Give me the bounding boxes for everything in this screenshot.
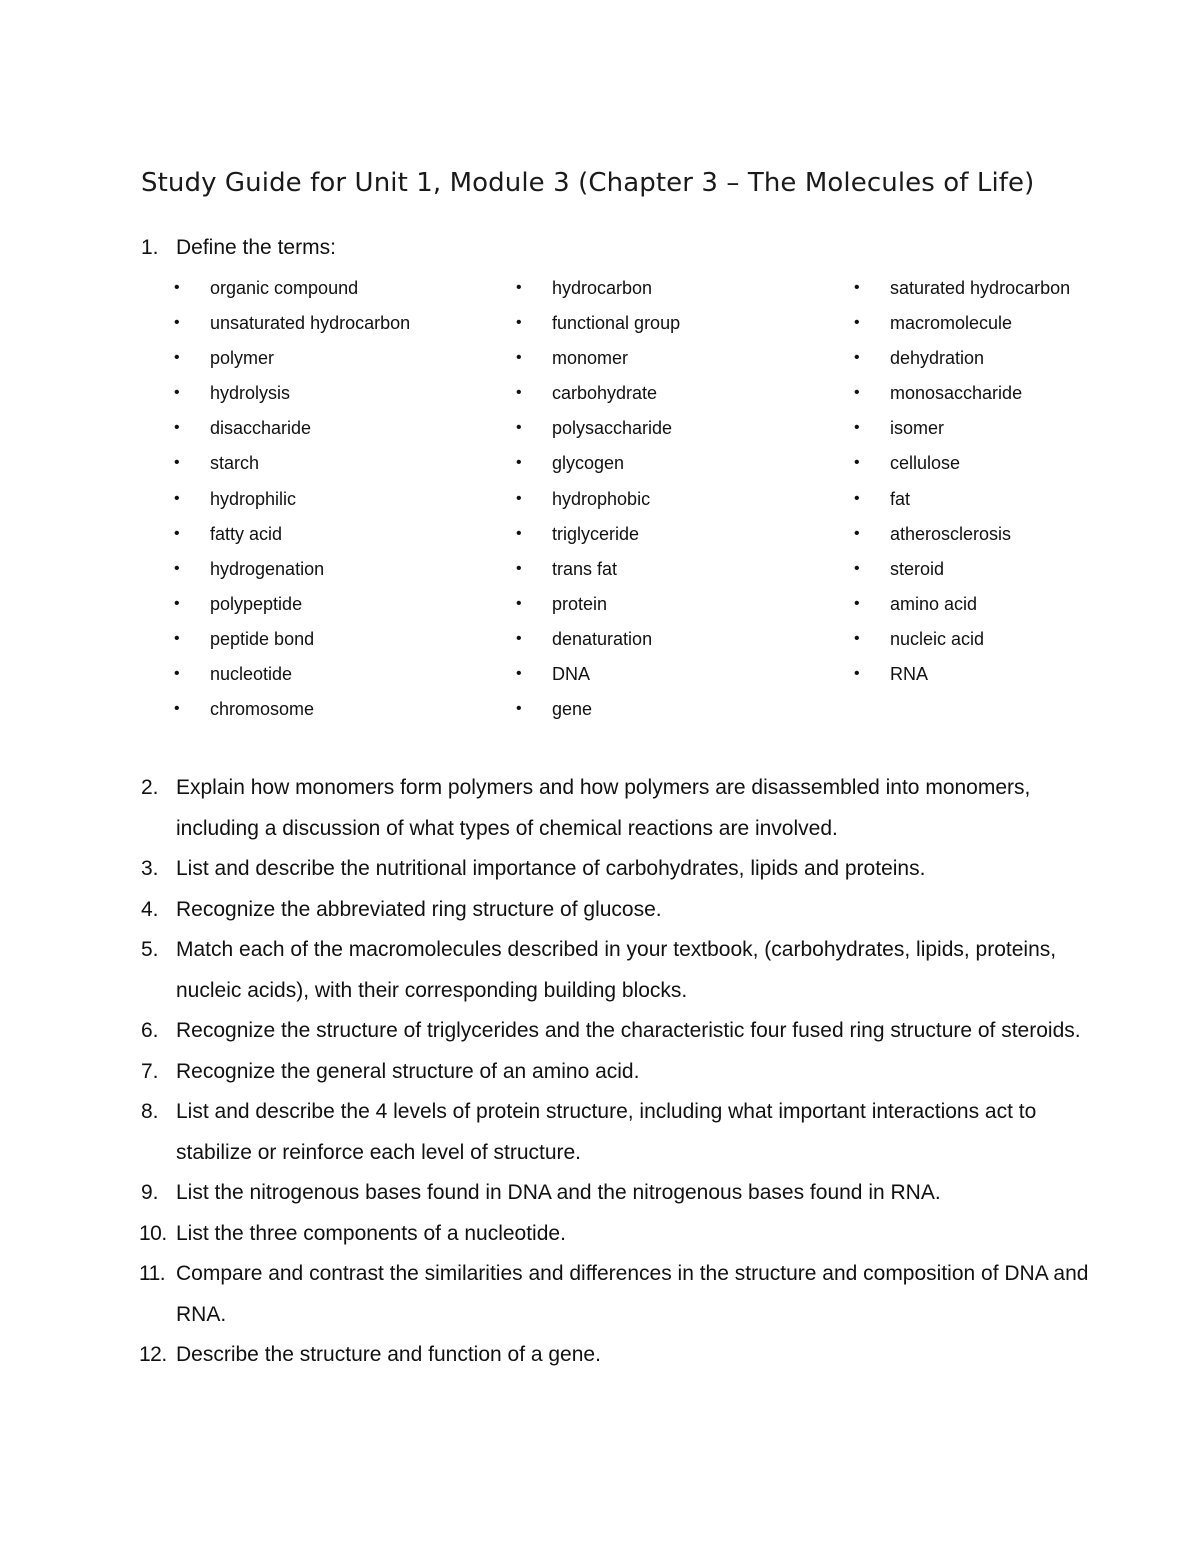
question-text: List and describe the 4 levels of protein structure, including what important interactions act to stabilize or reinforce each level of structure.	[176, 1100, 1037, 1164]
term-item	[514, 344, 680, 379]
term-text: polysaccharide	[552, 418, 673, 439]
term-item	[172, 379, 410, 414]
term-text: nucleic acid	[890, 628, 985, 649]
question-number: 2.	[141, 776, 159, 799]
question-item	[141, 1173, 1091, 1214]
bullet-icon: •	[516, 700, 522, 718]
bullet-icon: •	[854, 665, 860, 683]
term-item	[172, 520, 410, 555]
term-text: gene	[552, 699, 593, 720]
term-text: organic compound	[210, 278, 359, 298]
bullet-icon: •	[516, 524, 522, 542]
question-item	[141, 1092, 1091, 1173]
term-item	[852, 520, 1070, 555]
question-text: List the nitrogenous bases found in DNA and the nitrogenous bases found in RNA.	[176, 1181, 941, 1204]
bullet-icon: •	[516, 384, 522, 402]
term-item	[852, 274, 1070, 309]
term-item	[514, 309, 680, 344]
term-item	[172, 344, 410, 379]
page-title: Study Guide for Unit 1, Module 3 (Chapter 3 – The Molecules of Life)	[141, 168, 1035, 198]
question-text: Define the terms:	[176, 236, 336, 259]
question-number: 9.	[141, 1181, 159, 1204]
term-text: polymer	[210, 348, 275, 369]
term-item	[514, 555, 680, 590]
question-text: Describe the structure and function of a gene.	[176, 1343, 601, 1366]
term-text: protein	[552, 593, 608, 614]
question-number: 7.	[141, 1059, 159, 1083]
question-number: 1.	[141, 236, 159, 259]
bullet-icon: •	[854, 559, 860, 577]
bullet-icon: •	[174, 629, 180, 647]
bullet-icon: •	[174, 314, 180, 332]
term-text: hydrogenation	[210, 558, 325, 579]
term-item	[514, 414, 680, 449]
bullet-icon: •	[516, 314, 522, 332]
bullet-icon: •	[516, 279, 522, 296]
question-item	[141, 849, 1091, 890]
question-number: 5.	[141, 938, 159, 961]
bullet-icon: •	[516, 349, 522, 367]
term-item	[172, 274, 410, 309]
bullet-icon: •	[854, 314, 860, 332]
question-list	[141, 768, 1091, 1376]
term-item	[852, 660, 1070, 695]
term-text: atherosclerosis	[890, 523, 1012, 544]
term-item	[172, 590, 410, 625]
question-item	[141, 768, 1091, 849]
term-text: RNA	[890, 664, 929, 685]
term-text: denaturation	[552, 628, 653, 649]
bullet-icon: •	[854, 524, 860, 542]
term-text: triglyceride	[552, 523, 640, 544]
term-text: steroid	[890, 558, 945, 579]
term-item	[172, 309, 410, 344]
term-text: nucleotide	[210, 664, 293, 685]
bullet-icon: •	[516, 559, 522, 577]
term-text: hydrophobic	[552, 488, 651, 509]
term-item	[514, 660, 680, 695]
term-item	[514, 449, 680, 484]
question-item	[141, 930, 1091, 1011]
bullet-icon: •	[174, 700, 180, 718]
term-text: hydrocarbon	[552, 278, 653, 298]
term-text: unsaturated hydrocarbon	[210, 313, 411, 334]
bullet-icon: •	[516, 454, 522, 472]
question-text: Recognize the abbreviated ring structure of glucose.	[176, 897, 662, 921]
bullet-icon: •	[174, 524, 180, 542]
term-item	[514, 590, 680, 625]
bullet-icon: •	[854, 279, 860, 296]
term-item	[514, 485, 680, 520]
bullet-icon: •	[854, 349, 860, 367]
bullet-icon: •	[174, 559, 180, 577]
bullet-icon: •	[174, 594, 180, 612]
question-number: 8.	[141, 1100, 159, 1123]
term-item	[852, 555, 1070, 590]
term-item	[852, 590, 1070, 625]
term-text: amino acid	[890, 593, 978, 614]
bullet-icon: •	[854, 594, 860, 612]
bullet-icon: •	[516, 629, 522, 647]
term-item	[172, 625, 410, 660]
term-text: isomer	[890, 418, 945, 439]
term-text: chromosome	[210, 699, 315, 720]
term-text: starch	[210, 453, 260, 474]
question-number: 12.	[139, 1343, 167, 1366]
term-item	[852, 344, 1070, 379]
term-text: glycogen	[552, 453, 625, 474]
bullet-icon: •	[516, 489, 522, 507]
bullet-icon: •	[854, 629, 860, 647]
term-text: cellulose	[890, 453, 961, 474]
term-text: peptide bond	[210, 628, 315, 649]
term-text: fat	[890, 488, 911, 509]
term-item	[514, 274, 680, 309]
term-text: dehydration	[890, 348, 985, 369]
term-text: DNA	[552, 664, 591, 685]
bullet-icon: •	[174, 454, 180, 472]
question-number: 11.	[139, 1262, 166, 1285]
term-item	[852, 485, 1070, 520]
terms-column-2	[514, 274, 680, 730]
term-text: hydrophilic	[210, 488, 297, 509]
term-item	[514, 520, 680, 555]
term-item	[852, 309, 1070, 344]
question-item	[141, 890, 1091, 931]
term-text: trans fat	[552, 558, 618, 579]
term-text: monomer	[552, 348, 629, 369]
question-item	[141, 1335, 1091, 1376]
term-item	[172, 449, 410, 484]
term-item	[852, 625, 1070, 660]
term-item	[172, 695, 410, 730]
terms-column-1	[172, 274, 410, 730]
term-text: carbohydrate	[552, 383, 658, 404]
bullet-icon: •	[854, 454, 860, 472]
term-text: monosaccharide	[890, 383, 1023, 404]
bullet-icon: •	[516, 665, 522, 683]
term-item	[172, 485, 410, 520]
bullet-icon: •	[174, 419, 180, 437]
term-item	[514, 695, 680, 730]
question-text: Compare and contrast the similarities and differences in the structure and composition of DNA and RNA.	[176, 1262, 1089, 1326]
term-text: macromolecule	[890, 313, 1013, 334]
term-item	[852, 379, 1070, 414]
question-text: Recognize the structure of triglycerides and the characteristic four fused ring structure of steroids.	[176, 1019, 1081, 1042]
bullet-icon: •	[854, 489, 860, 507]
term-text: disaccharide	[210, 418, 312, 439]
term-text: fatty acid	[210, 523, 283, 544]
question-number: 6.	[141, 1019, 159, 1042]
bullet-icon: •	[174, 279, 180, 296]
term-item	[172, 660, 410, 695]
bullet-icon: •	[174, 489, 180, 507]
question-item	[141, 1214, 1091, 1255]
term-item	[852, 414, 1070, 449]
bullet-icon: •	[174, 349, 180, 367]
term-item	[172, 555, 410, 590]
bullet-icon: •	[174, 665, 180, 683]
question-item	[141, 1254, 1091, 1335]
question-text: Recognize the general structure of an amino acid.	[176, 1059, 640, 1083]
question-item	[141, 1052, 1091, 1093]
bullet-icon: •	[854, 419, 860, 437]
term-text: hydrolysis	[210, 383, 291, 404]
term-item	[514, 379, 680, 414]
question-item	[141, 1011, 1091, 1052]
bullet-icon: •	[854, 384, 860, 402]
term-item	[514, 625, 680, 660]
question-text: Match each of the macromolecules described in your textbook, (carbohydrates, lipids, proteins, nucleic acids), with their corresponding building blocks.	[176, 938, 1057, 1002]
term-text: functional group	[552, 313, 681, 334]
question-number: 10.	[139, 1221, 167, 1245]
question-text: List and describe the nutritional importance of carbohydrates, lipids and proteins.	[176, 857, 926, 880]
question-text: Explain how monomers form polymers and how polymers are disassembled into monomers, including a discussion of what types of chemical reactions are involved.	[176, 776, 1031, 840]
bullet-icon: •	[174, 384, 180, 402]
terms-column-3	[852, 274, 1070, 695]
question-text: List the three components of a nucleotide.	[176, 1221, 566, 1245]
question-number: 4.	[141, 897, 159, 921]
question-number: 3.	[141, 857, 159, 880]
term-text: saturated hydrocarbon	[890, 278, 1071, 298]
bullet-icon: •	[516, 419, 522, 437]
bullet-icon: •	[516, 594, 522, 612]
term-text: polypeptide	[210, 593, 303, 614]
term-item	[852, 449, 1070, 484]
term-item	[172, 414, 410, 449]
